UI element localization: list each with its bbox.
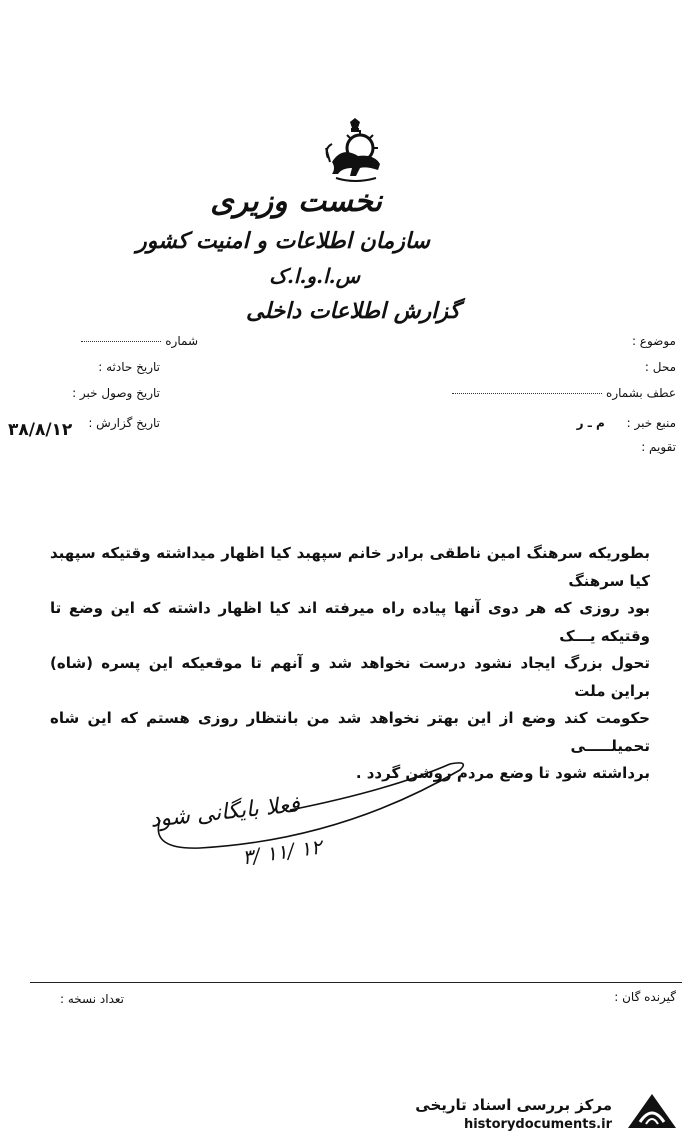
handwritten-note: فعلا بایگانی شود bbox=[149, 792, 302, 833]
calendar-field bbox=[641, 440, 676, 454]
handwritten-date: ۳/ ۱۱/ ۱۲ bbox=[240, 834, 324, 870]
body-line: تحول بزرگ ایجاد نشود درست نخواهد شد و آنهم تا موقعیکه این پسره (شاه) براین ملت bbox=[50, 654, 650, 700]
subject-field bbox=[632, 334, 676, 348]
place-field bbox=[645, 360, 676, 374]
calendar-label: تقویم : bbox=[641, 440, 676, 454]
report-date-label: تاریخ گزارش : bbox=[88, 416, 160, 430]
report-date-field bbox=[88, 416, 160, 430]
source-field bbox=[577, 416, 676, 430]
news-received-date-label: تاریخ وصول خبر : bbox=[72, 386, 160, 400]
archive-center-name: مرکز بررسی اسناد تاریخی bbox=[415, 1096, 612, 1114]
organization-code: س.ا.و.ا.ک bbox=[269, 264, 360, 288]
reference-dots bbox=[452, 393, 602, 394]
incident-date-label: تاریخ حادثه : bbox=[98, 360, 160, 374]
news-received-date-field bbox=[72, 386, 160, 400]
source-label: منبع خبر : bbox=[626, 416, 676, 430]
report-type-heading: گزارش اطلاعات داخلی bbox=[246, 298, 460, 324]
body-line: برداشته شود تا وضع مردم روشن گردد . bbox=[355, 764, 650, 782]
number-label: شماره bbox=[165, 334, 198, 348]
subject-label: موضوع : bbox=[631, 334, 676, 348]
prime-ministry-title: نخست وزیری bbox=[210, 184, 382, 219]
archive-logo-icon bbox=[622, 1090, 682, 1134]
organization-name: سازمان اطلاعات و امنیت کشور bbox=[136, 228, 430, 254]
lion-and-sun-emblem-icon bbox=[322, 118, 388, 184]
reference-field bbox=[452, 386, 676, 400]
copies-label: تعداد نسخه : bbox=[60, 992, 125, 1006]
body-line: بود روزی که هر دوی آنها پیاده راه میرفته اند کیا اظهار داشته که این وضع تا وقتیکه یـــک bbox=[50, 599, 650, 645]
reference-label: عطف بشماره bbox=[606, 386, 676, 400]
source-value: م ـ ر bbox=[576, 416, 605, 430]
body-line: حکومت کند وضع از این بهتر نخواهد شد من بانتظار روزی هستم که این شاه تحمیلـــــی bbox=[50, 709, 650, 755]
recipients-label: گیرنده گان : bbox=[614, 990, 676, 1004]
report-date-value: ۳۸/۸/۱۲ bbox=[8, 420, 73, 440]
incident-date-field bbox=[98, 360, 160, 374]
place-label: محل : bbox=[644, 360, 676, 374]
body-line: بطوریکه سرهنگ امین ناطقی برادر خانم سپهبد کیا اظهار میداشته وقتیکه سپهبد کیا سرهنگ bbox=[50, 544, 650, 590]
number-field bbox=[81, 334, 198, 348]
number-dots bbox=[81, 341, 161, 342]
footer-divider bbox=[30, 982, 682, 983]
archive-site: historydocuments.ir bbox=[463, 1117, 612, 1132]
